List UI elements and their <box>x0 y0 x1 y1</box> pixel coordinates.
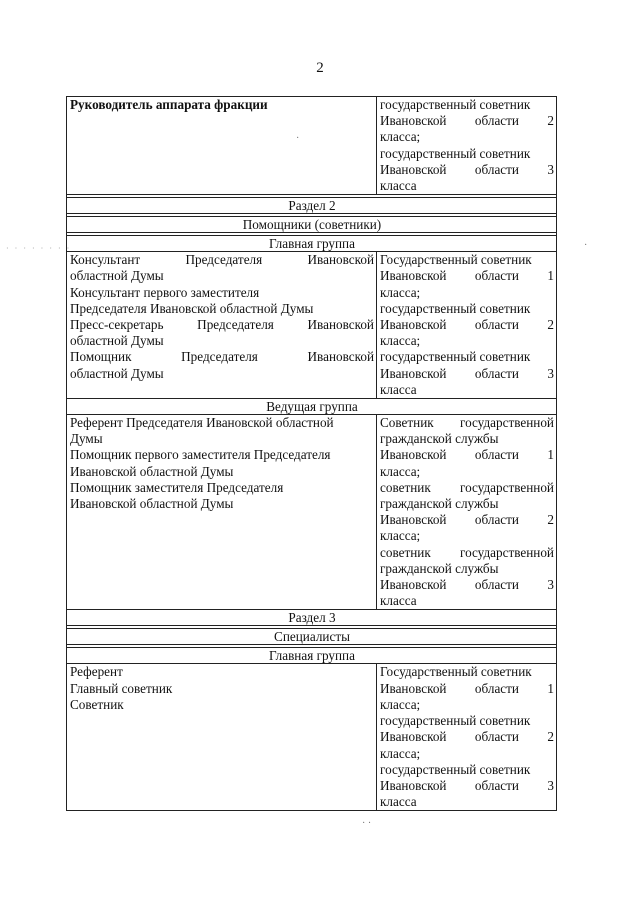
cell-line: областной Думы <box>70 268 164 284</box>
scan-speck: · · <box>362 818 372 829</box>
cell-line: класса <box>380 178 417 194</box>
cell-line: государственный советник <box>380 97 531 112</box>
cell-line: Референт <box>70 664 123 680</box>
cell-line: класса; <box>380 696 421 712</box>
cell-line: класса <box>380 794 417 810</box>
rank-cell <box>377 415 557 610</box>
group-title: Главная группа <box>67 236 557 252</box>
cell-line: государственный советник <box>380 713 531 729</box>
cell-line: Помощник Председателя Ивановской <box>70 349 374 365</box>
cell-line: класса; <box>380 528 421 544</box>
cell-line: Советник <box>70 696 124 712</box>
cell-line: Ивановской области 3 <box>380 365 554 381</box>
position-cell <box>67 252 377 399</box>
scan-artifact: · · · · · · · · <box>6 244 72 253</box>
cell-line: гражданской службы <box>380 496 499 512</box>
position-cell <box>67 664 377 811</box>
cell-line: государственный советник <box>380 145 531 161</box>
position-title: Руководитель аппарата фракции <box>70 97 268 112</box>
group-title: Ведущая группа <box>67 399 557 415</box>
cell-line: класса; <box>380 463 421 479</box>
cell-line: Консультант Председателя Ивановской <box>70 252 374 268</box>
rank-cell <box>377 252 557 399</box>
cell-line: Ивановской области 2 <box>380 317 554 333</box>
section-subtitle: Помощники (советники) <box>67 217 557 233</box>
cell-line: Ивановской области 3 <box>380 161 554 177</box>
cell-line: класса; <box>380 745 421 761</box>
table-row <box>67 252 557 399</box>
cell-line: класса; <box>380 284 421 300</box>
cell-line: Ивановской областной Думы <box>70 496 234 512</box>
cell-line: Помощник первого заместителя Председателя <box>70 447 331 463</box>
cell-line: Советник государственной <box>380 415 554 431</box>
cell-line: класса; <box>380 333 421 349</box>
section-title: Раздел 3 <box>67 610 557 626</box>
cell-line: Консультант первого заместителя <box>70 284 260 300</box>
cell-line: Пресс-секретарь Председателя Ивановской <box>70 317 374 333</box>
cell-line: Ивановской области 1 <box>380 680 554 696</box>
table-row <box>67 664 557 811</box>
cell-line: советник государственной <box>380 544 554 560</box>
cell-line: Главный советник <box>70 680 173 696</box>
positions-table <box>66 96 557 811</box>
cell-line: государственный советник <box>380 300 531 316</box>
scan-speck: · <box>584 240 588 251</box>
cell-line: государственный советник <box>380 349 531 365</box>
cell-line: Ивановской области 3 <box>380 577 554 593</box>
cell-line: Государственный советник <box>380 664 532 680</box>
cell-line: областной Думы <box>70 333 164 349</box>
group-title: Главная группа <box>67 648 557 664</box>
cell-line: государственный советник <box>380 761 531 777</box>
cell-line: класса <box>380 593 417 609</box>
cell-line: класса; <box>380 129 421 145</box>
table-row <box>67 97 557 195</box>
cell-line: гражданской службы <box>380 431 499 447</box>
section-title: Раздел 2 <box>67 198 557 214</box>
cell-line: Ивановской области 2 <box>380 729 554 745</box>
cell-line: гражданской службы <box>380 560 499 576</box>
table-row <box>67 415 557 610</box>
scan-speck: · <box>296 133 300 144</box>
rank-cell <box>377 664 557 811</box>
section-subtitle: Специалисты <box>67 629 557 645</box>
rank-cell <box>377 97 557 195</box>
cell-line: класса <box>380 381 417 397</box>
page-number: 2 <box>316 60 324 76</box>
cell-line: советник государственной <box>380 479 554 495</box>
cell-line: Помощник заместителя Председателя <box>70 479 284 495</box>
cell-line: Ивановской области 1 <box>380 268 554 284</box>
cell-line: Думы <box>70 431 103 447</box>
cell-line: Референт Председателя Ивановской областной <box>70 415 334 431</box>
position-cell <box>67 415 377 610</box>
cell-line: Ивановской области 2 <box>380 512 554 528</box>
cell-line: Ивановской области 3 <box>380 777 554 793</box>
cell-line: Государственный советник <box>380 252 532 268</box>
cell-line: Ивановской областной Думы <box>70 463 234 479</box>
cell-line: Председателя Ивановской областной Думы <box>70 300 314 316</box>
cell-line: Ивановской области 2 <box>380 113 554 129</box>
cell-line: Ивановской области 1 <box>380 447 554 463</box>
cell-line: областной Думы <box>70 365 164 381</box>
position-cell <box>67 97 377 195</box>
